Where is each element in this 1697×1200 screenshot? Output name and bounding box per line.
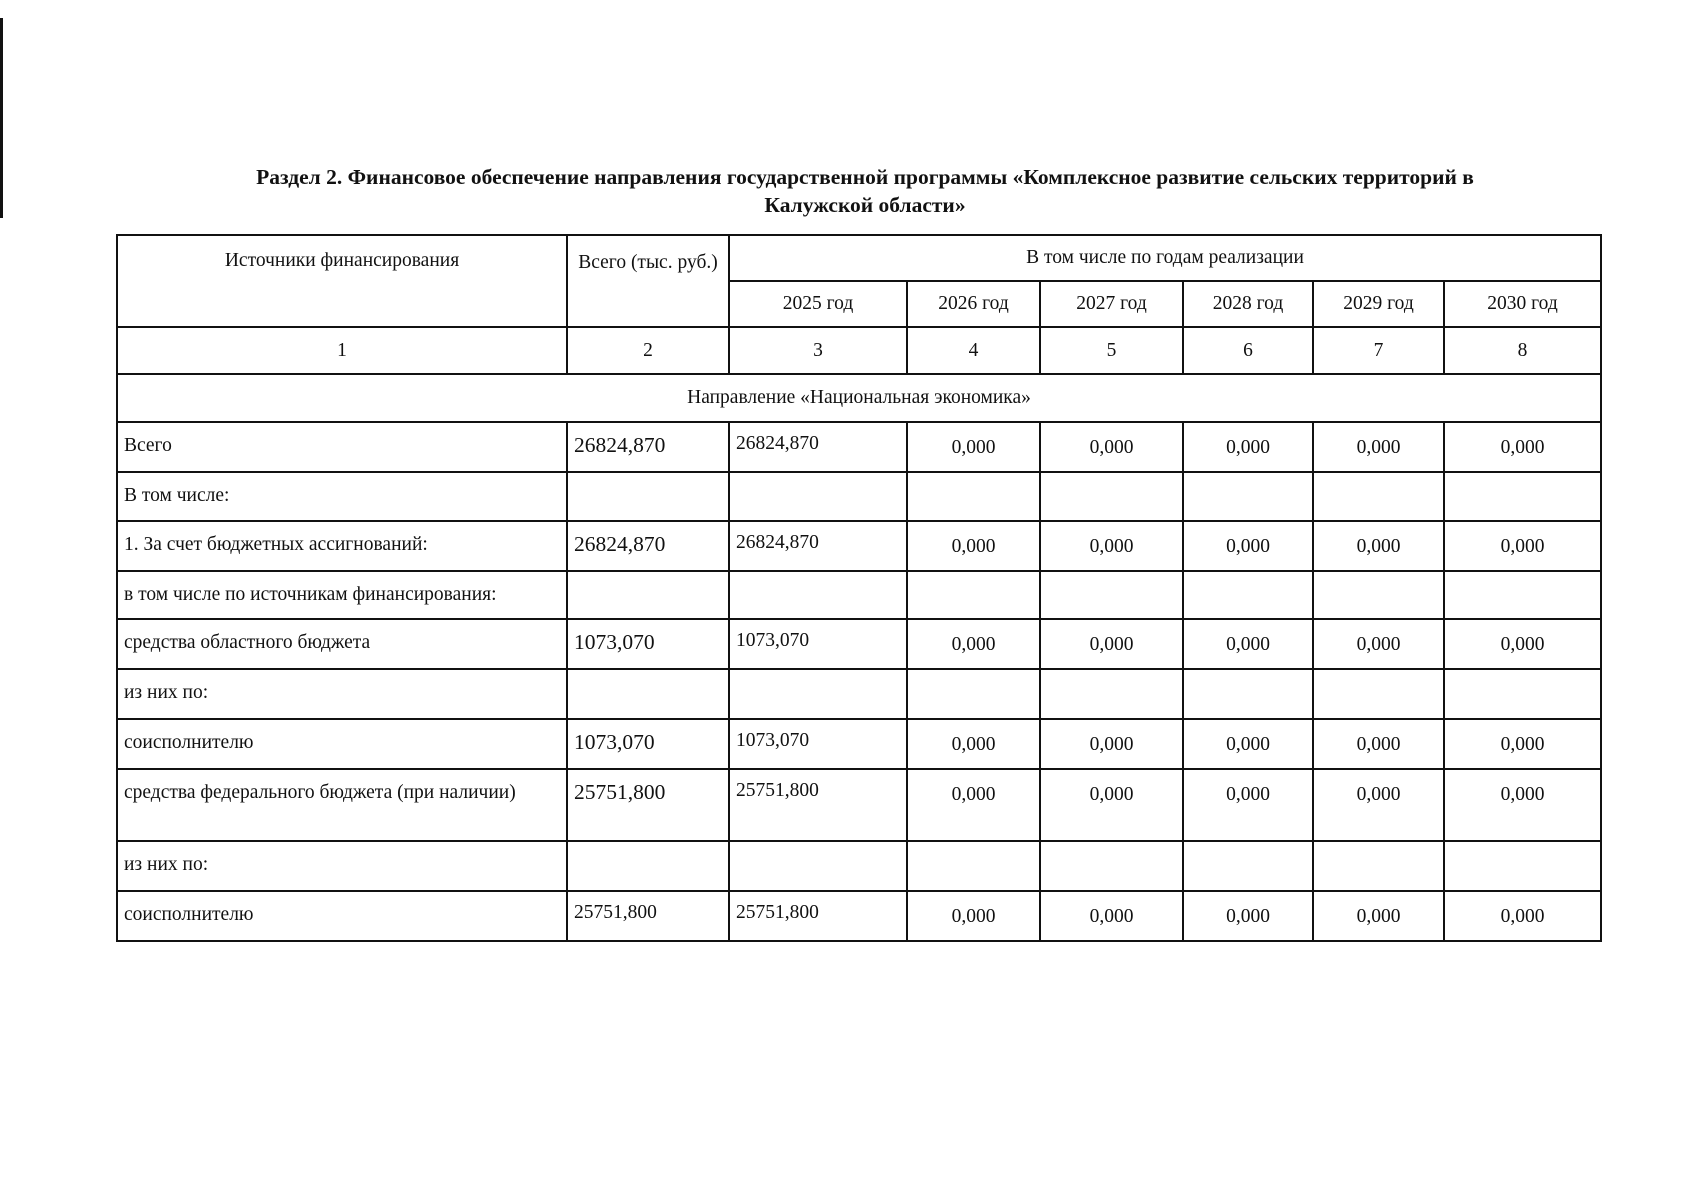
year-value bbox=[907, 571, 1040, 619]
scan-edge-mark bbox=[0, 18, 3, 218]
header-by-years: В том числе по годам реализации bbox=[729, 235, 1601, 281]
year-value: 0,000 bbox=[1313, 619, 1444, 669]
year-value: 0,000 bbox=[1183, 619, 1313, 669]
column-number: 4 bbox=[907, 327, 1040, 374]
year-value: 0,000 bbox=[907, 422, 1040, 472]
year-value bbox=[1444, 472, 1601, 521]
year-value: 0,000 bbox=[907, 719, 1040, 769]
year-value bbox=[1313, 669, 1444, 719]
column-number: 7 bbox=[1313, 327, 1444, 374]
year-2025-value bbox=[729, 841, 907, 891]
row-total: 26824,870 bbox=[567, 521, 729, 571]
year-value: 0,000 bbox=[1444, 719, 1601, 769]
header-year: 2028 год bbox=[1183, 281, 1313, 327]
row-label: из них по: bbox=[117, 841, 567, 891]
header-year: 2027 год bbox=[1040, 281, 1183, 327]
row-label: соисполнителю bbox=[117, 891, 567, 941]
row-total: 25751,800 bbox=[567, 891, 729, 941]
header-total: Всего (тыс. руб.) bbox=[567, 235, 729, 327]
year-value bbox=[907, 669, 1040, 719]
year-value: 0,000 bbox=[1183, 891, 1313, 941]
year-value: 0,000 bbox=[1313, 719, 1444, 769]
row-label: из них по: bbox=[117, 669, 567, 719]
row-total bbox=[567, 571, 729, 619]
table-row bbox=[117, 841, 1601, 891]
row-label: соисполнителю bbox=[117, 719, 567, 769]
row-label: 1. За счет бюджетных ассигнований: bbox=[117, 521, 567, 571]
row-total: 1073,070 bbox=[567, 719, 729, 769]
year-value: 0,000 bbox=[1183, 521, 1313, 571]
year-2025-value bbox=[729, 571, 907, 619]
year-2025-value: 1073,070 bbox=[729, 619, 907, 669]
table-row bbox=[117, 571, 1601, 619]
year-value bbox=[1040, 669, 1183, 719]
year-value bbox=[1183, 472, 1313, 521]
year-2025-value: 26824,870 bbox=[729, 422, 907, 472]
year-value: 0,000 bbox=[1313, 422, 1444, 472]
year-value: 0,000 bbox=[907, 769, 1040, 841]
row-total: 25751,800 bbox=[567, 769, 729, 841]
document-title bbox=[140, 163, 1590, 219]
title-line-1: Раздел 2. Финансовое обеспечение направления государственной программы «Комплексное развитие сельских территорий в bbox=[256, 165, 1474, 189]
year-value: 0,000 bbox=[907, 891, 1040, 941]
table-row bbox=[117, 472, 1601, 521]
year-value: 0,000 bbox=[1313, 769, 1444, 841]
table-row bbox=[117, 891, 1601, 941]
section-title: Направление «Национальная экономика» bbox=[117, 374, 1601, 422]
year-value bbox=[907, 472, 1040, 521]
year-2025-value: 25751,800 bbox=[729, 769, 907, 841]
year-value: 0,000 bbox=[1444, 769, 1601, 841]
year-value bbox=[1040, 841, 1183, 891]
year-value: 0,000 bbox=[1183, 422, 1313, 472]
row-label: средства областного бюджета bbox=[117, 619, 567, 669]
year-value: 0,000 bbox=[1444, 619, 1601, 669]
year-value: 0,000 bbox=[1444, 891, 1601, 941]
row-total bbox=[567, 472, 729, 521]
year-value: 0,000 bbox=[1444, 521, 1601, 571]
column-number: 8 bbox=[1444, 327, 1601, 374]
year-value: 0,000 bbox=[1444, 422, 1601, 472]
year-value: 0,000 bbox=[1040, 619, 1183, 669]
year-2025-value: 26824,870 bbox=[729, 521, 907, 571]
column-number: 6 bbox=[1183, 327, 1313, 374]
table-row bbox=[117, 669, 1601, 719]
row-total bbox=[567, 841, 729, 891]
year-value bbox=[1040, 571, 1183, 619]
header-year: 2025 год bbox=[729, 281, 907, 327]
row-total: 1073,070 bbox=[567, 619, 729, 669]
row-label: В том числе: bbox=[117, 472, 567, 521]
year-value: 0,000 bbox=[907, 619, 1040, 669]
year-value: 0,000 bbox=[1040, 891, 1183, 941]
year-2025-value: 1073,070 bbox=[729, 719, 907, 769]
table-row bbox=[117, 521, 1601, 571]
row-label: Всего bbox=[117, 422, 567, 472]
row-total bbox=[567, 669, 729, 719]
year-value: 0,000 bbox=[1313, 891, 1444, 941]
column-number: 3 bbox=[729, 327, 907, 374]
row-label: в том числе по источникам финансирования: bbox=[117, 571, 567, 619]
column-number: 5 bbox=[1040, 327, 1183, 374]
column-number: 1 bbox=[117, 327, 567, 374]
table-row bbox=[117, 769, 1601, 841]
year-value: 0,000 bbox=[1040, 769, 1183, 841]
row-total: 26824,870 bbox=[567, 422, 729, 472]
year-value bbox=[1444, 669, 1601, 719]
table-row bbox=[117, 619, 1601, 669]
header-sources: Источники финансирования bbox=[117, 235, 567, 327]
year-2025-value: 25751,800 bbox=[729, 891, 907, 941]
year-value bbox=[1183, 841, 1313, 891]
year-value: 0,000 bbox=[1040, 521, 1183, 571]
year-value: 0,000 bbox=[1040, 422, 1183, 472]
year-value: 0,000 bbox=[907, 521, 1040, 571]
year-value bbox=[1313, 841, 1444, 891]
year-value: 0,000 bbox=[1183, 719, 1313, 769]
year-value bbox=[1040, 472, 1183, 521]
year-value: 0,000 bbox=[1040, 719, 1183, 769]
header-year: 2030 год bbox=[1444, 281, 1601, 327]
year-value bbox=[1313, 472, 1444, 521]
column-number: 2 bbox=[567, 327, 729, 374]
title-line-2: Калужской области» bbox=[764, 193, 966, 217]
header-year: 2029 год bbox=[1313, 281, 1444, 327]
year-value bbox=[1444, 841, 1601, 891]
year-value: 0,000 bbox=[1183, 769, 1313, 841]
year-value bbox=[1183, 669, 1313, 719]
year-value bbox=[1183, 571, 1313, 619]
row-label: средства федерального бюджета (при наличии) bbox=[117, 769, 567, 841]
year-value bbox=[907, 841, 1040, 891]
year-value bbox=[1313, 571, 1444, 619]
year-2025-value bbox=[729, 472, 907, 521]
table-row bbox=[117, 422, 1601, 472]
financing-table bbox=[116, 234, 1602, 942]
year-value: 0,000 bbox=[1313, 521, 1444, 571]
year-2025-value bbox=[729, 669, 907, 719]
year-value bbox=[1444, 571, 1601, 619]
table-row bbox=[117, 719, 1601, 769]
header-year: 2026 год bbox=[907, 281, 1040, 327]
